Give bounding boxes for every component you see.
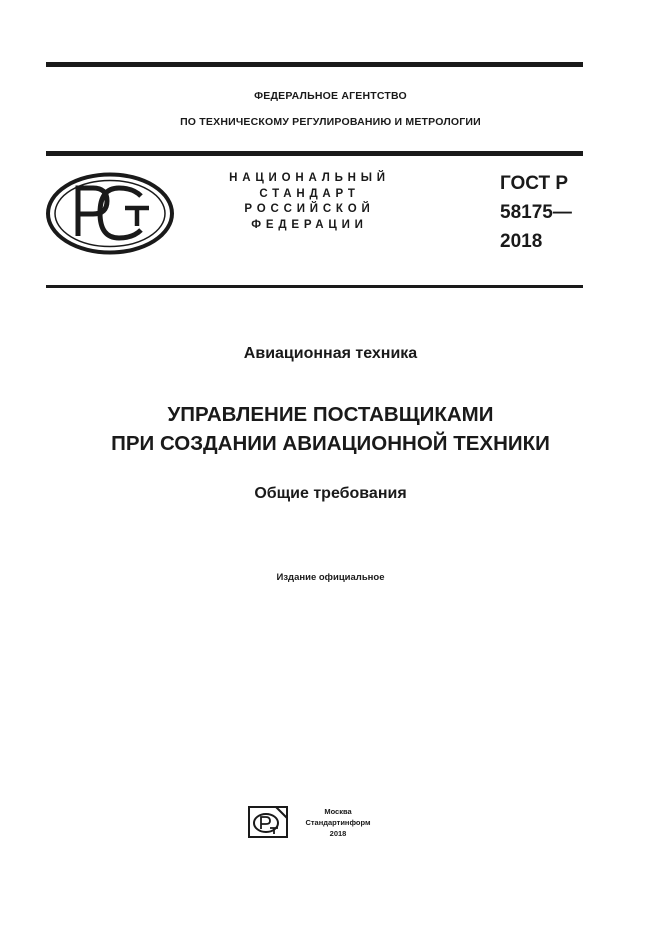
title-line-2: ПРИ СОЗДАНИИ АВИАЦИОННОЙ ТЕХНИКИ xyxy=(111,432,550,455)
document-title xyxy=(0,400,661,458)
gost-line-1: ГОСТ Р xyxy=(500,173,569,194)
header-rule xyxy=(46,151,583,156)
edition-note: Издание официальное xyxy=(276,572,385,583)
standartinform-logo-icon xyxy=(248,806,288,838)
publisher-year: 2018 xyxy=(329,829,347,838)
publisher-name: Стандартинформ xyxy=(305,818,371,827)
standard-designation xyxy=(222,171,397,233)
standard-line-2: СТАНДАРТ xyxy=(259,187,360,200)
gost-line-2: 58175— xyxy=(500,202,572,223)
gost-line-3: 2018 xyxy=(500,231,543,252)
agency-line-2: ПО ТЕХНИЧЕСКОМУ РЕГУЛИРОВАНИЮ И МЕТРОЛОГИИ xyxy=(180,116,481,128)
publisher-block xyxy=(296,806,380,839)
publisher-city: Москва xyxy=(324,807,352,816)
header-bottom-rule xyxy=(46,285,583,288)
document-subtitle: Общие требования xyxy=(254,485,407,502)
gost-number xyxy=(500,169,572,256)
standard-line-3: РОССИЙСКОЙ xyxy=(244,203,375,215)
subject-heading: Авиационная техника xyxy=(243,345,418,362)
top-rule xyxy=(46,62,583,67)
standard-line-4: ФЕДЕРАЦИИ xyxy=(251,218,368,231)
agency-line-1: ФЕДЕРАЛЬНОЕ АГЕНТСТВО xyxy=(254,90,407,102)
rst-logo-icon xyxy=(45,172,175,255)
title-line-1: УПРАВЛЕНИЕ ПОСТАВЩИКАМИ xyxy=(167,403,494,426)
standard-line-1: НАЦИОНАЛЬНЫЙ xyxy=(229,172,390,184)
